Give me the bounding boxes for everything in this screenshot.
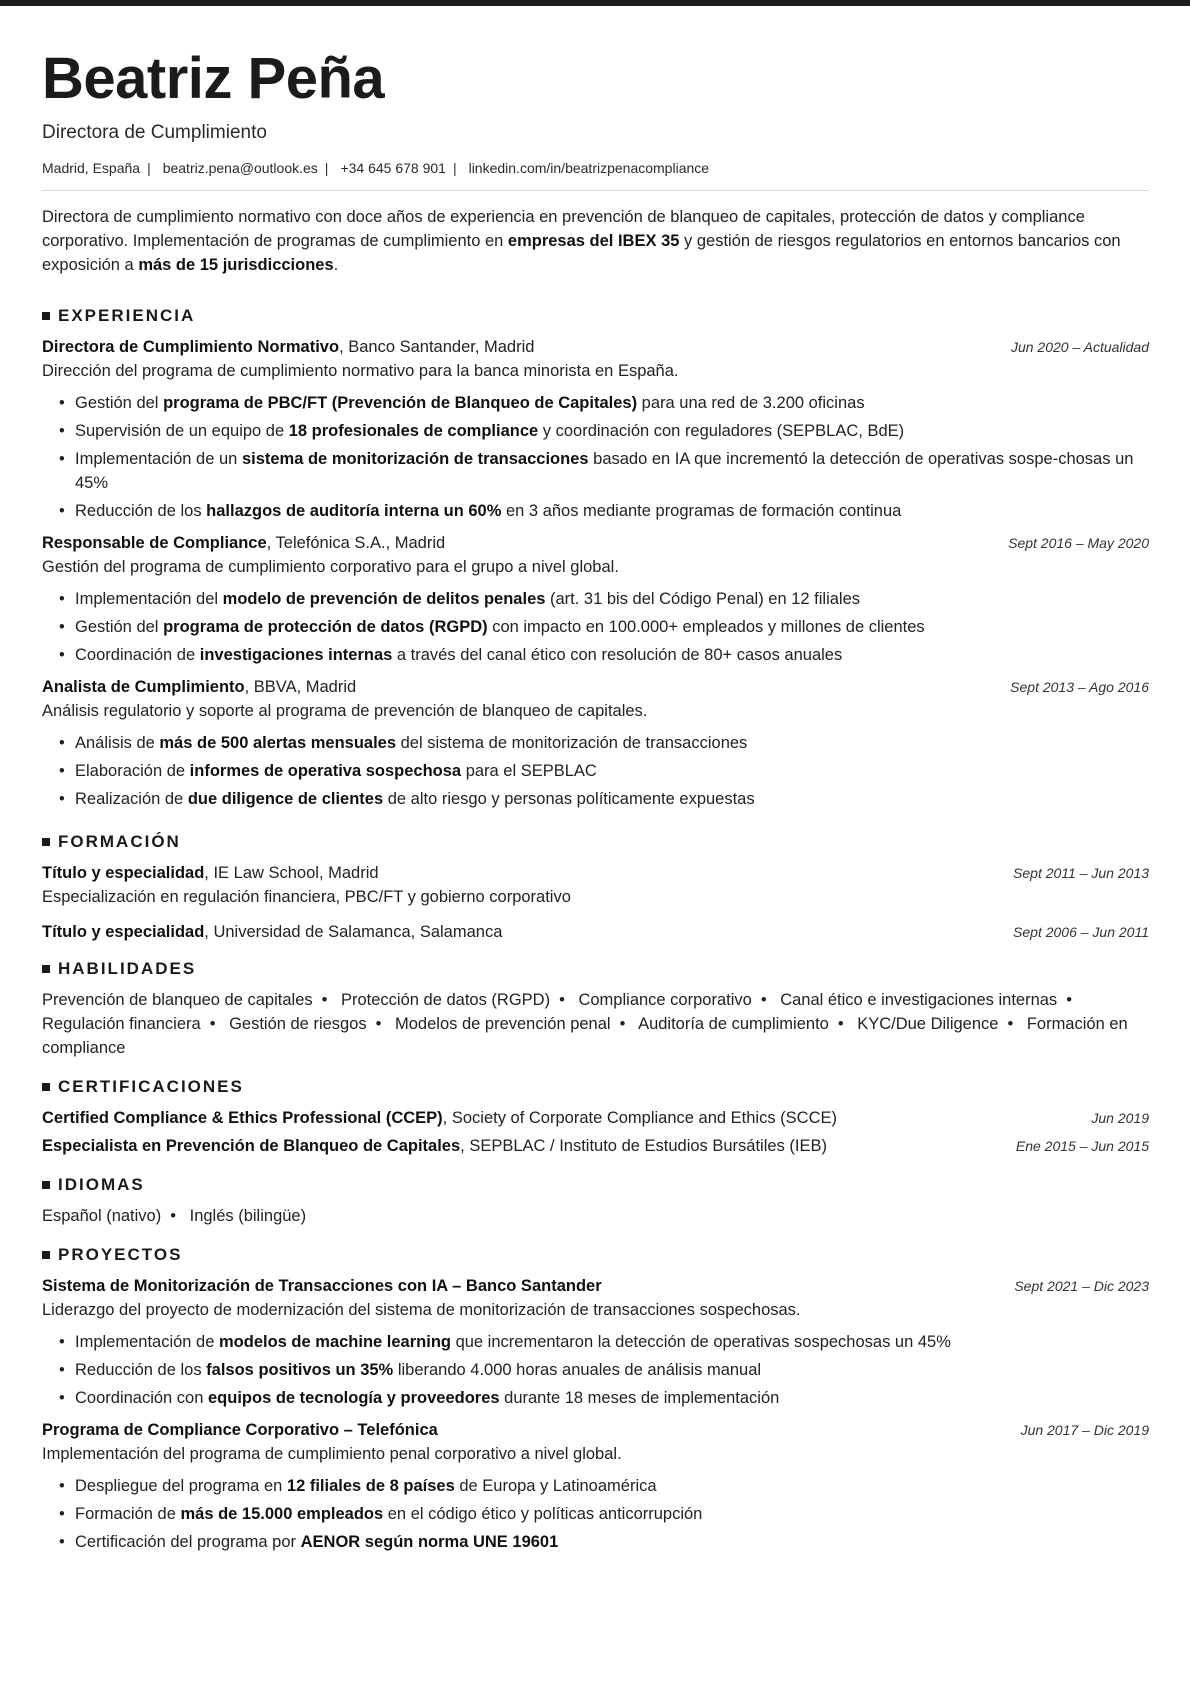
emphasis-text: 18 profesionales de compliance	[288, 422, 539, 440]
emphasis-text: 12 filiales de 8 países	[286, 1477, 455, 1495]
emphasis-text: modelos de machine learning	[219, 1333, 451, 1351]
section-certifications-heading	[42, 1076, 1149, 1098]
languages-list	[42, 1204, 1149, 1228]
emphasis-text: sistema de monitorización de transacciones	[241, 450, 589, 468]
body-text: y coordinación con reguladores (SEPBLAC, BdE)	[538, 422, 905, 440]
body-text: Certificación del programa por	[75, 1533, 301, 1551]
entry-date: Jun 2017 – Dic 2019	[1020, 1422, 1149, 1438]
contact-location: Madrid, España	[42, 160, 141, 176]
emphasis-text: empresas del IBEX 35	[507, 232, 680, 250]
entry-description: Liderazgo del proyecto de modernización del sistema de monitorización de transacciones sospechosas.	[42, 1301, 801, 1319]
emphasis-text: hallazgos de auditoría interna un 60%	[206, 502, 502, 520]
project-title: Sistema de Monitorización de Transacciones con IA – Banco Santander	[42, 1277, 602, 1295]
list-item	[42, 587, 1149, 611]
bullet-separator: •	[321, 991, 328, 1009]
body-text: Realización de	[75, 790, 188, 808]
achievement-list	[42, 587, 1149, 667]
body-text: Implementación del	[75, 590, 223, 608]
body-text: para el SEPBLAC	[461, 762, 597, 780]
skill-item: Regulación financiera	[42, 1015, 201, 1033]
section-languages-heading	[42, 1174, 1149, 1196]
experience-entry	[42, 675, 1149, 811]
job-org: , Banco Santander, Madrid	[339, 338, 535, 356]
job-org: , Telefónica S.A., Madrid	[266, 534, 446, 552]
project-title: Programa de Compliance Corporativo – Telefónica	[42, 1421, 438, 1439]
contact-email[interactable]: beatriz.pena@outlook.es	[162, 160, 318, 176]
body-text: Implementación de	[75, 1333, 219, 1351]
emphasis-text: due diligence de clientes	[187, 790, 384, 808]
achievement-list	[42, 391, 1149, 523]
section-square-icon	[42, 312, 50, 320]
skill-item: Prevención de blanqueo de capitales	[42, 991, 313, 1009]
entry-date: Sept 2013 – Ago 2016	[1010, 679, 1149, 695]
education-entry	[42, 861, 1149, 909]
body-text: Coordinación con	[75, 1389, 208, 1407]
skills-list	[42, 988, 1149, 1060]
experience-entry	[42, 335, 1149, 523]
entry-header	[42, 1134, 1149, 1158]
certification-title: Certified Compliance & Ethics Professional (CCEP)	[42, 1109, 443, 1127]
body-text: liberando 4.000 horas anuales de análisis manual	[393, 1361, 762, 1379]
job-title: Directora de Cumplimiento Normativo	[42, 338, 340, 356]
entry-date: Sept 2006 – Jun 2011	[1013, 924, 1149, 940]
entry-date: Ene 2015 – Jun 2015	[1015, 1138, 1149, 1154]
skill-item: Modelos de prevención penal	[395, 1015, 611, 1033]
project-entry	[42, 1274, 1149, 1410]
section-square-icon	[42, 838, 50, 846]
list-item	[42, 1474, 1149, 1498]
list-item	[42, 1502, 1149, 1526]
bullet-separator: •	[1007, 1015, 1014, 1033]
contact-separator: |	[452, 160, 457, 176]
section-title-text: PROYECTOS	[58, 1245, 183, 1264]
certification-issuer: , SEPBLAC / Instituto de Estudios Bursátiles (IEB)	[460, 1137, 827, 1155]
section-square-icon	[42, 1083, 50, 1091]
list-item	[42, 419, 1149, 443]
job-title: Analista de Cumplimiento	[42, 678, 245, 696]
entry-header	[42, 675, 1149, 699]
body-text: para una red de 3.200 oficinas	[637, 394, 865, 412]
emphasis-text: informes de operativa sospechosa	[189, 762, 462, 780]
emphasis-text: modelo de prevención de delitos penales	[222, 590, 546, 608]
section-skills-heading	[42, 958, 1149, 980]
entry-header	[42, 531, 1149, 555]
entry-date: Sept 2016 – May 2020	[1008, 535, 1149, 551]
education-entry	[42, 920, 1149, 944]
emphasis-text: programa de PBC/FT (Prevención de Blanqueo de Capitales)	[163, 394, 638, 412]
emphasis-text: más de 500 alertas mensuales	[159, 734, 397, 752]
emphasis-text: más de 15 jurisdicciones	[138, 256, 334, 274]
body-text: Coordinación de	[75, 646, 200, 664]
section-title-text: EXPERIENCIA	[58, 306, 196, 325]
body-text: con impacto en 100.000+ empleados y millones de clientes	[487, 618, 925, 636]
profile-summary	[42, 205, 1149, 277]
list-item	[42, 1386, 1149, 1410]
emphasis-text: AENOR según norma UNE 19601	[300, 1533, 559, 1551]
achievement-list	[42, 731, 1149, 811]
contact-linkedin[interactable]: linkedin.com/in/beatrizpenacompliance	[468, 160, 710, 176]
skill-item: Formación en compliance	[42, 1015, 1128, 1057]
body-text: Supervisión de un equipo de	[75, 422, 289, 440]
section-education-heading	[42, 831, 1149, 853]
language-item: Español (nativo)	[42, 1207, 162, 1225]
body-text: Implementación de un	[75, 450, 242, 468]
entry-header	[42, 1106, 1149, 1130]
body-text: Formación de	[75, 1505, 181, 1523]
entry-header	[42, 1418, 1149, 1442]
language-item: Inglés (bilingüe)	[189, 1207, 307, 1225]
body-text: .	[333, 256, 339, 274]
entry-header	[42, 861, 1149, 885]
bullet-separator: •	[837, 1015, 844, 1033]
list-item	[42, 1530, 1149, 1554]
bullet-separator: •	[559, 991, 565, 1009]
bullet-separator: •	[1066, 991, 1072, 1009]
entry-date: Sept 2021 – Dic 2023	[1014, 1278, 1149, 1294]
section-square-icon	[42, 965, 50, 973]
section-title-text: CERTIFICACIONES	[58, 1077, 244, 1096]
contact-phone[interactable]: +34 645 678 901	[340, 160, 446, 176]
candidate-name: Beatriz Peña	[42, 46, 385, 111]
skill-item: Gestión de riesgos	[229, 1015, 367, 1033]
list-item	[42, 391, 1149, 415]
body-text: en el código ético y políticas anticorrupción	[383, 1505, 703, 1523]
school-name: , IE Law School, Madrid	[204, 864, 379, 882]
section-projects-heading	[42, 1244, 1149, 1266]
body-text: Análisis de	[75, 734, 160, 752]
list-item	[42, 759, 1149, 783]
candidate-role: Directora de Cumplimiento	[42, 122, 267, 143]
body-text: Gestión del	[75, 618, 164, 636]
body-text: durante 18 meses de implementación	[499, 1389, 780, 1407]
list-item	[42, 643, 1149, 667]
body-text: Despliegue del programa en	[75, 1477, 287, 1495]
body-text: (art. 31 bis del Código Penal) en 12 filiales	[545, 590, 861, 608]
body-text: Gestión del	[75, 394, 164, 412]
emphasis-text: falsos positivos un 35%	[206, 1361, 394, 1379]
entry-description: Gestión del programa de cumplimiento corporativo para el grupo a nivel global.	[42, 558, 619, 576]
certification-entry	[42, 1106, 1149, 1130]
bullet-separator: •	[170, 1207, 177, 1225]
job-title: Responsable de Compliance	[42, 534, 267, 552]
section-title-text: IDIOMAS	[58, 1175, 145, 1194]
skill-item: Compliance corporativo	[578, 991, 752, 1009]
bullet-separator: •	[619, 1015, 626, 1033]
list-item	[42, 1330, 1149, 1354]
body-text: Reducción de los	[75, 1361, 207, 1379]
resume-page	[42, 44, 1149, 1558]
body-text: basado en IA que incrementó la detección de operativas sospe-chosas un 45%	[75, 450, 1134, 492]
header-divider	[42, 190, 1149, 191]
list-item	[42, 615, 1149, 639]
certification-title: Especialista en Prevención de Blanqueo de Capitales	[42, 1137, 461, 1155]
bullet-separator: •	[375, 1015, 382, 1033]
certification-entry	[42, 1134, 1149, 1158]
entry-date: Jun 2020 – Actualidad	[1010, 339, 1149, 355]
list-item	[42, 447, 1149, 495]
project-entry	[42, 1418, 1149, 1554]
entry-header	[42, 1274, 1149, 1298]
list-item	[42, 731, 1149, 755]
section-title-text: HABILIDADES	[58, 959, 197, 978]
emphasis-text: investigaciones internas	[199, 646, 393, 664]
entry-description: Especialización en regulación financiera, PBC/FT y gobierno corporativo	[42, 888, 571, 906]
list-item	[42, 1358, 1149, 1382]
section-title-text: FORMACIÓN	[58, 832, 181, 851]
entry-description: Dirección del programa de cumplimiento normativo para la banca minorista en España.	[42, 362, 679, 380]
body-text: de alto riesgo y personas políticamente expuestas	[383, 790, 755, 808]
job-org: , BBVA, Madrid	[244, 678, 357, 696]
certification-issuer: , Society of Corporate Compliance and Ethics (SCCE)	[442, 1109, 838, 1127]
experience-entry	[42, 531, 1149, 667]
bullet-separator: •	[760, 991, 767, 1009]
section-square-icon	[42, 1181, 50, 1189]
section-experience-heading	[42, 305, 1149, 327]
achievement-list	[42, 1330, 1149, 1410]
body-text: Reducción de los	[75, 502, 207, 520]
body-text: Directora de cumplimiento normativo con doce años de experiencia en prevención de blanqueo de capitales, protección de datos y compliance corporativo. Implementación de programas de cumplimiento en	[42, 208, 1085, 250]
body-text: y gestión de riesgos regulatorios en entornos bancarios con exposición a	[42, 232, 1121, 274]
contact-line	[42, 158, 1149, 178]
entry-date: Sept 2011 – Jun 2013	[1013, 865, 1149, 881]
skill-item: Protección de datos (RGPD)	[341, 991, 551, 1009]
list-item	[42, 499, 1149, 523]
entry-date: Jun 2019	[1091, 1110, 1149, 1126]
achievement-list	[42, 1474, 1149, 1554]
entry-description: Implementación del programa de cumplimiento penal corporativo a nivel global.	[42, 1445, 622, 1463]
body-text: que incrementaron la detección de operativas sospechosas un 45%	[450, 1333, 951, 1351]
body-text: Elaboración de	[75, 762, 190, 780]
top-accent-bar	[0, 0, 1190, 6]
degree-title: Título y especialidad	[42, 923, 205, 941]
skill-item: Auditoría de cumplimiento	[638, 1015, 829, 1033]
contact-separator: |	[147, 160, 151, 176]
school-name: , Universidad de Salamanca, Salamanca	[204, 923, 503, 941]
contact-separator: |	[324, 160, 329, 176]
emphasis-text: equipos de tecnología y proveedores	[208, 1389, 500, 1407]
body-text: de Europa y Latinoamérica	[454, 1477, 657, 1495]
entry-description: Análisis regulatorio y soporte al programa de prevención de blanqueo de capitales.	[42, 702, 648, 720]
skill-item: Canal ético e investigaciones internas	[780, 991, 1058, 1009]
emphasis-text: programa de protección de datos (RGPD)	[163, 618, 488, 636]
entry-header	[42, 335, 1149, 359]
degree-title: Título y especialidad	[42, 864, 205, 882]
list-item	[42, 787, 1149, 811]
section-square-icon	[42, 1251, 50, 1259]
skill-item: KYC/Due Diligence	[857, 1015, 999, 1033]
body-text: del sistema de monitorización de transacciones	[396, 734, 748, 752]
emphasis-text: más de 15.000 empleados	[180, 1505, 384, 1523]
entry-header	[42, 920, 1149, 944]
body-text: a través del canal ético con resolución de 80+ casos anuales	[392, 646, 843, 664]
body-text: en 3 años mediante programas de formación continua	[501, 502, 902, 520]
bullet-separator: •	[209, 1015, 216, 1033]
